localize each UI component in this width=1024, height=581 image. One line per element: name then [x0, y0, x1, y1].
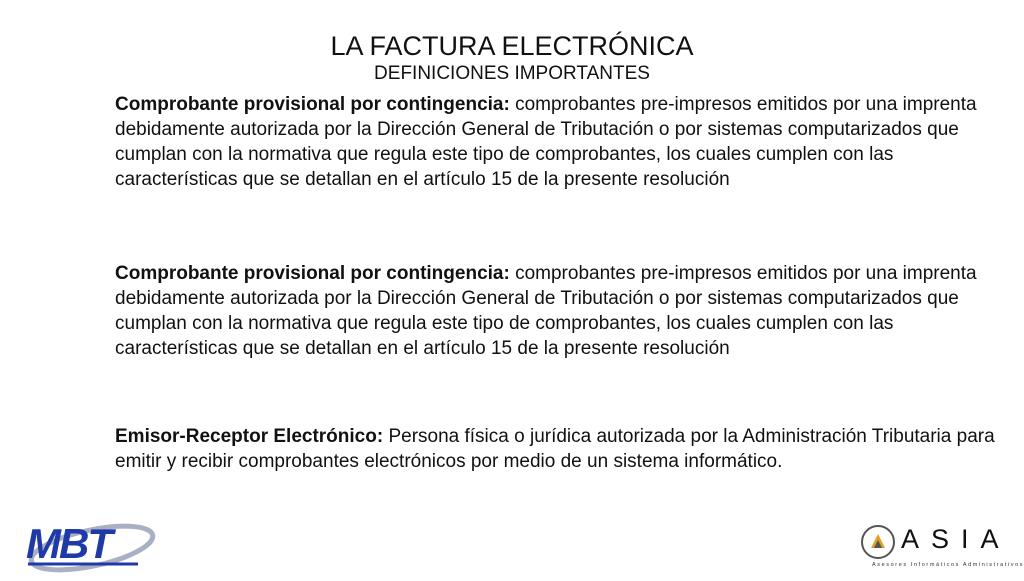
definition-text: comprobantes pre-impresos emitidos por una imprenta debidamente autorizada por la Dirección General de Tributación o por sistemas computarizados que cumplan con la normativa que regula este tipo de comprobantes, los cuales cumplen con las características que se detallan en el artículo 15 de la presente resolución	[115, 263, 977, 359]
definition-term: Comprobante provisional por contingencia:	[115, 94, 510, 115]
definition-text: comprobantes pre-impresos emitidos por una imprenta debidamente autorizada por la Dirección General de Tributación o por sistemas computarizados que cumplan con la normativa que regula este tipo de comprobantes, los cuales cumplen con las características que se detallan en el artículo 15 de la presente resolución	[115, 94, 977, 190]
definition-paragraph	[115, 92, 995, 192]
definition-term: Comprobante provisional por contingencia:	[115, 263, 510, 284]
slide-title: LA FACTURA ELECTRÓNICA	[330, 31, 694, 61]
asia-tagline: Asesores Informáticos Administrativos	[872, 562, 1024, 568]
definition-paragraph	[115, 424, 995, 474]
asia-logo	[858, 520, 1024, 576]
asia-emblem-icon	[860, 524, 896, 560]
mbt-logo	[18, 512, 158, 576]
asia-logo-text: ASIA	[901, 524, 1011, 554]
definition-paragraph	[115, 261, 995, 361]
slide-subtitle: DEFINICIONES IMPORTANTES	[374, 63, 650, 84]
svg-text:MBT: MBT	[26, 520, 111, 567]
definition-term: Emisor-Receptor Electrónico:	[115, 426, 384, 447]
mbt-logo-graphic	[18, 512, 158, 576]
definition-text: Persona física o jurídica autorizada por la Administración Tributaria para emitir y recibir comprobantes electrónicos por medio de un sistema informático.	[115, 426, 995, 472]
